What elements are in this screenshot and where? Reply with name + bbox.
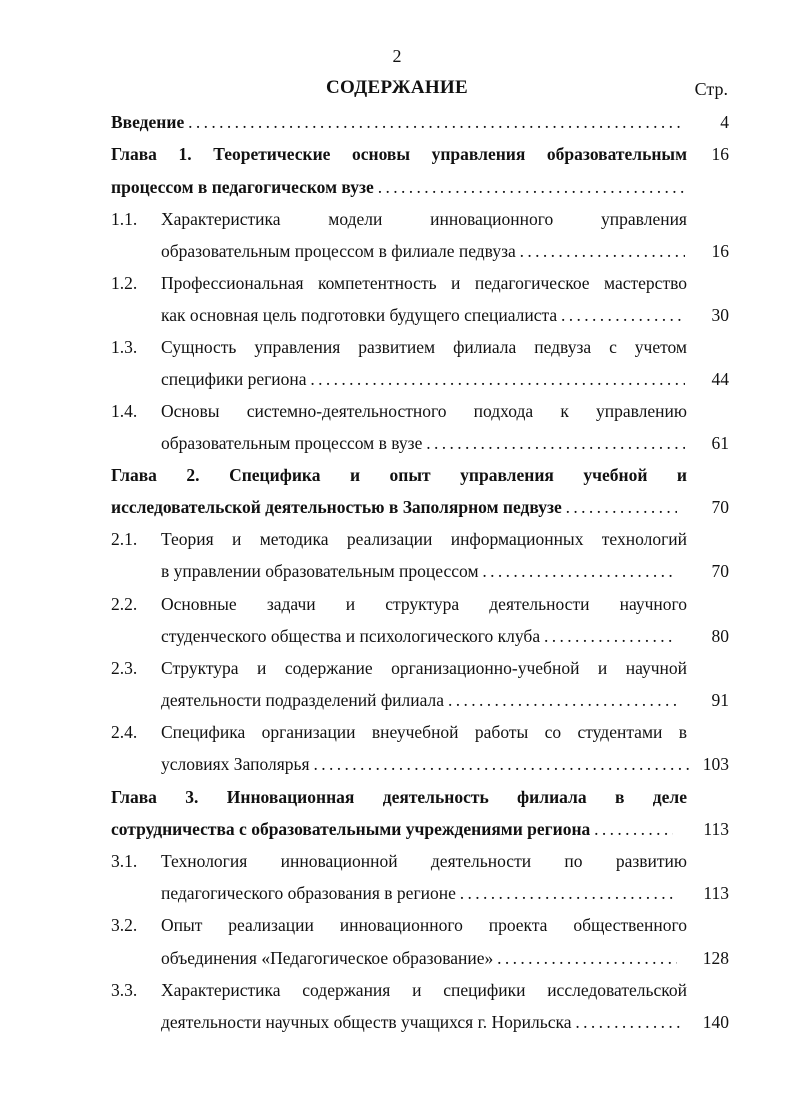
section-2-3-number: 2.3. bbox=[111, 658, 138, 678]
section-3-3-page: 140 bbox=[702, 1012, 729, 1032]
toc-section-2-3-cont bbox=[111, 684, 729, 716]
toc-section-3-3[interactable] bbox=[111, 974, 729, 1006]
toc-section-2-2-cont bbox=[111, 620, 729, 652]
section-2-3-page: 91 bbox=[711, 690, 729, 710]
section-2-2-page: 80 bbox=[711, 626, 729, 646]
chapter-1-page: 16 bbox=[711, 144, 729, 164]
section-2-1-line2: в управлении образовательным процессом . . . bbox=[161, 555, 677, 587]
section-1-3-page: 44 bbox=[711, 369, 729, 389]
toc-chapter-1[interactable] bbox=[111, 138, 729, 170]
chapter-1-heading-line1 bbox=[111, 138, 687, 170]
page-column-header: Стр. bbox=[694, 79, 728, 99]
toc-section-2-4[interactable] bbox=[111, 716, 729, 748]
section-2-2-line2: студенческого общества и психологического клуба . . . bbox=[161, 620, 673, 652]
page-title: СОДЕРЖАНИЕ bbox=[326, 77, 468, 98]
toc-intro-page: 4 bbox=[720, 112, 729, 132]
section-3-2-number: 3.2. bbox=[111, 915, 138, 935]
toc-section-2-2[interactable] bbox=[111, 588, 729, 620]
section-1-4-line2: образовательным процессом в вузе . . . bbox=[161, 427, 685, 459]
toc-section-2-1-cont bbox=[111, 555, 729, 587]
toc-chapter-2[interactable] bbox=[111, 459, 729, 491]
chapter-1-title-line1: Теоретические основы управления образовательным bbox=[213, 144, 687, 164]
toc-chapter-2-cont bbox=[111, 491, 729, 523]
section-1-3-line2: специфики региона . . . bbox=[161, 363, 685, 395]
section-2-1-number: 2.1. bbox=[111, 529, 138, 549]
toc-section-1-4-cont bbox=[111, 427, 729, 459]
section-2-2-number: 2.2. bbox=[111, 594, 138, 614]
toc-chapter-3[interactable] bbox=[111, 781, 729, 813]
section-1-1-line2: образовательным процессом в филиале педвуза . . . bbox=[161, 235, 685, 267]
chapter-3-label: Глава 3. bbox=[111, 787, 199, 807]
toc-chapter-1-cont bbox=[111, 171, 729, 203]
section-2-3-line2: деятельности подразделений филиала . . . bbox=[161, 684, 681, 716]
toc-section-1-1-cont bbox=[111, 235, 729, 267]
section-3-1-line2: педагогического образования в регионе . . . bbox=[161, 877, 673, 909]
section-1-4-line1: Основы системно-деятельностного подхода к управлению bbox=[161, 401, 687, 421]
section-3-3-number: 3.3. bbox=[111, 980, 138, 1000]
section-2-3-line1: Структура и содержание организационно-учебной и научной bbox=[161, 658, 687, 678]
toc-section-1-2[interactable] bbox=[111, 267, 729, 299]
section-1-4-number: 1.4. bbox=[111, 401, 138, 421]
section-3-2-page: 128 bbox=[702, 948, 729, 968]
chapter-3-heading-line1 bbox=[111, 781, 687, 813]
toc-section-2-3[interactable] bbox=[111, 652, 729, 684]
toc-intro-label: Введение . . . bbox=[111, 106, 685, 138]
toc-section-3-1[interactable] bbox=[111, 845, 729, 877]
toc-section-3-2-cont bbox=[111, 942, 729, 974]
toc-section-3-2[interactable] bbox=[111, 909, 729, 941]
section-2-4-page: 103 bbox=[702, 754, 729, 774]
section-2-4-line1: Специфика организации внеучебной работы со студентами в bbox=[161, 722, 687, 742]
section-2-4-line2: условиях Заполярья . . . bbox=[161, 748, 689, 780]
chapter-2-page: 70 bbox=[711, 497, 729, 517]
chapter-2-title-line2: исследовательской деятельностью в Заполярном педвузе . . . bbox=[111, 491, 677, 523]
section-1-2-number: 1.2. bbox=[111, 273, 138, 293]
toc-section-1-3-cont bbox=[111, 363, 729, 395]
section-2-1-line1: Теория и методика реализации информационных технологий bbox=[161, 529, 687, 549]
section-1-1-page: 16 bbox=[711, 241, 729, 261]
chapter-3-page: 113 bbox=[703, 819, 729, 839]
toc-section-3-1-cont bbox=[111, 877, 729, 909]
section-3-1-number: 3.1. bbox=[111, 851, 138, 871]
chapter-2-label: Глава 2. bbox=[111, 465, 200, 485]
chapter-2-heading-line1 bbox=[111, 459, 687, 491]
section-2-4-number: 2.4. bbox=[111, 722, 138, 742]
toc-section-1-1[interactable] bbox=[111, 203, 729, 235]
section-1-2-page: 30 bbox=[711, 305, 729, 325]
toc-section-1-3[interactable] bbox=[111, 331, 729, 363]
section-2-1-page: 70 bbox=[711, 561, 729, 581]
chapter-1-title-line2: процессом в педагогическом вузе . . . bbox=[111, 171, 687, 203]
section-3-1-line1: Технология инновационной деятельности по развитию bbox=[161, 851, 687, 871]
section-1-3-line1: Сущность управления развитием филиала педвуза с учетом bbox=[161, 337, 687, 357]
chapter-3-title-line1: Инновационная деятельность филиала в деле bbox=[226, 787, 687, 807]
section-3-2-line2: объединения «Педагогическое образование» . . . bbox=[161, 942, 677, 974]
toc-section-2-4-cont bbox=[111, 748, 729, 780]
page-number: 2 bbox=[392, 46, 402, 66]
section-3-2-line1: Опыт реализации инновационного проекта общественного bbox=[161, 915, 687, 935]
section-1-2-line2: как основная цель подготовки будущего специалиста . . . bbox=[161, 299, 685, 331]
toc-section-3-3-cont bbox=[111, 1006, 729, 1038]
section-1-4-page: 61 bbox=[711, 433, 729, 453]
section-1-1-line1: Характеристика модели инновационного управления bbox=[161, 209, 687, 229]
chapter-2-title-line1: Специфика и опыт управления учебной и bbox=[229, 465, 687, 485]
toc-chapter-3-cont bbox=[111, 813, 729, 845]
section-3-3-line1: Характеристика содержания и специфики исследовательской bbox=[161, 980, 687, 1000]
section-1-1-number: 1.1. bbox=[111, 209, 138, 229]
chapter-3-title-line2: сотрудничества с образовательными учреждениями региона . . . bbox=[111, 813, 673, 845]
toc-intro[interactable] bbox=[111, 106, 729, 138]
section-1-2-line1: Профессиональная компетентность и педагогическое мастерство bbox=[161, 273, 687, 293]
toc-section-2-1[interactable] bbox=[111, 523, 729, 555]
section-2-2-line1: Основные задачи и структура деятельности научного bbox=[161, 594, 687, 614]
section-3-1-page: 113 bbox=[703, 883, 729, 903]
toc-section-1-4[interactable] bbox=[111, 395, 729, 427]
section-1-3-number: 1.3. bbox=[111, 337, 138, 357]
chapter-1-label: Глава 1. bbox=[111, 144, 192, 164]
section-3-3-line2: деятельности научных обществ учащихся г. Норильска . . . bbox=[161, 1006, 685, 1038]
toc-section-1-2-cont bbox=[111, 299, 729, 331]
